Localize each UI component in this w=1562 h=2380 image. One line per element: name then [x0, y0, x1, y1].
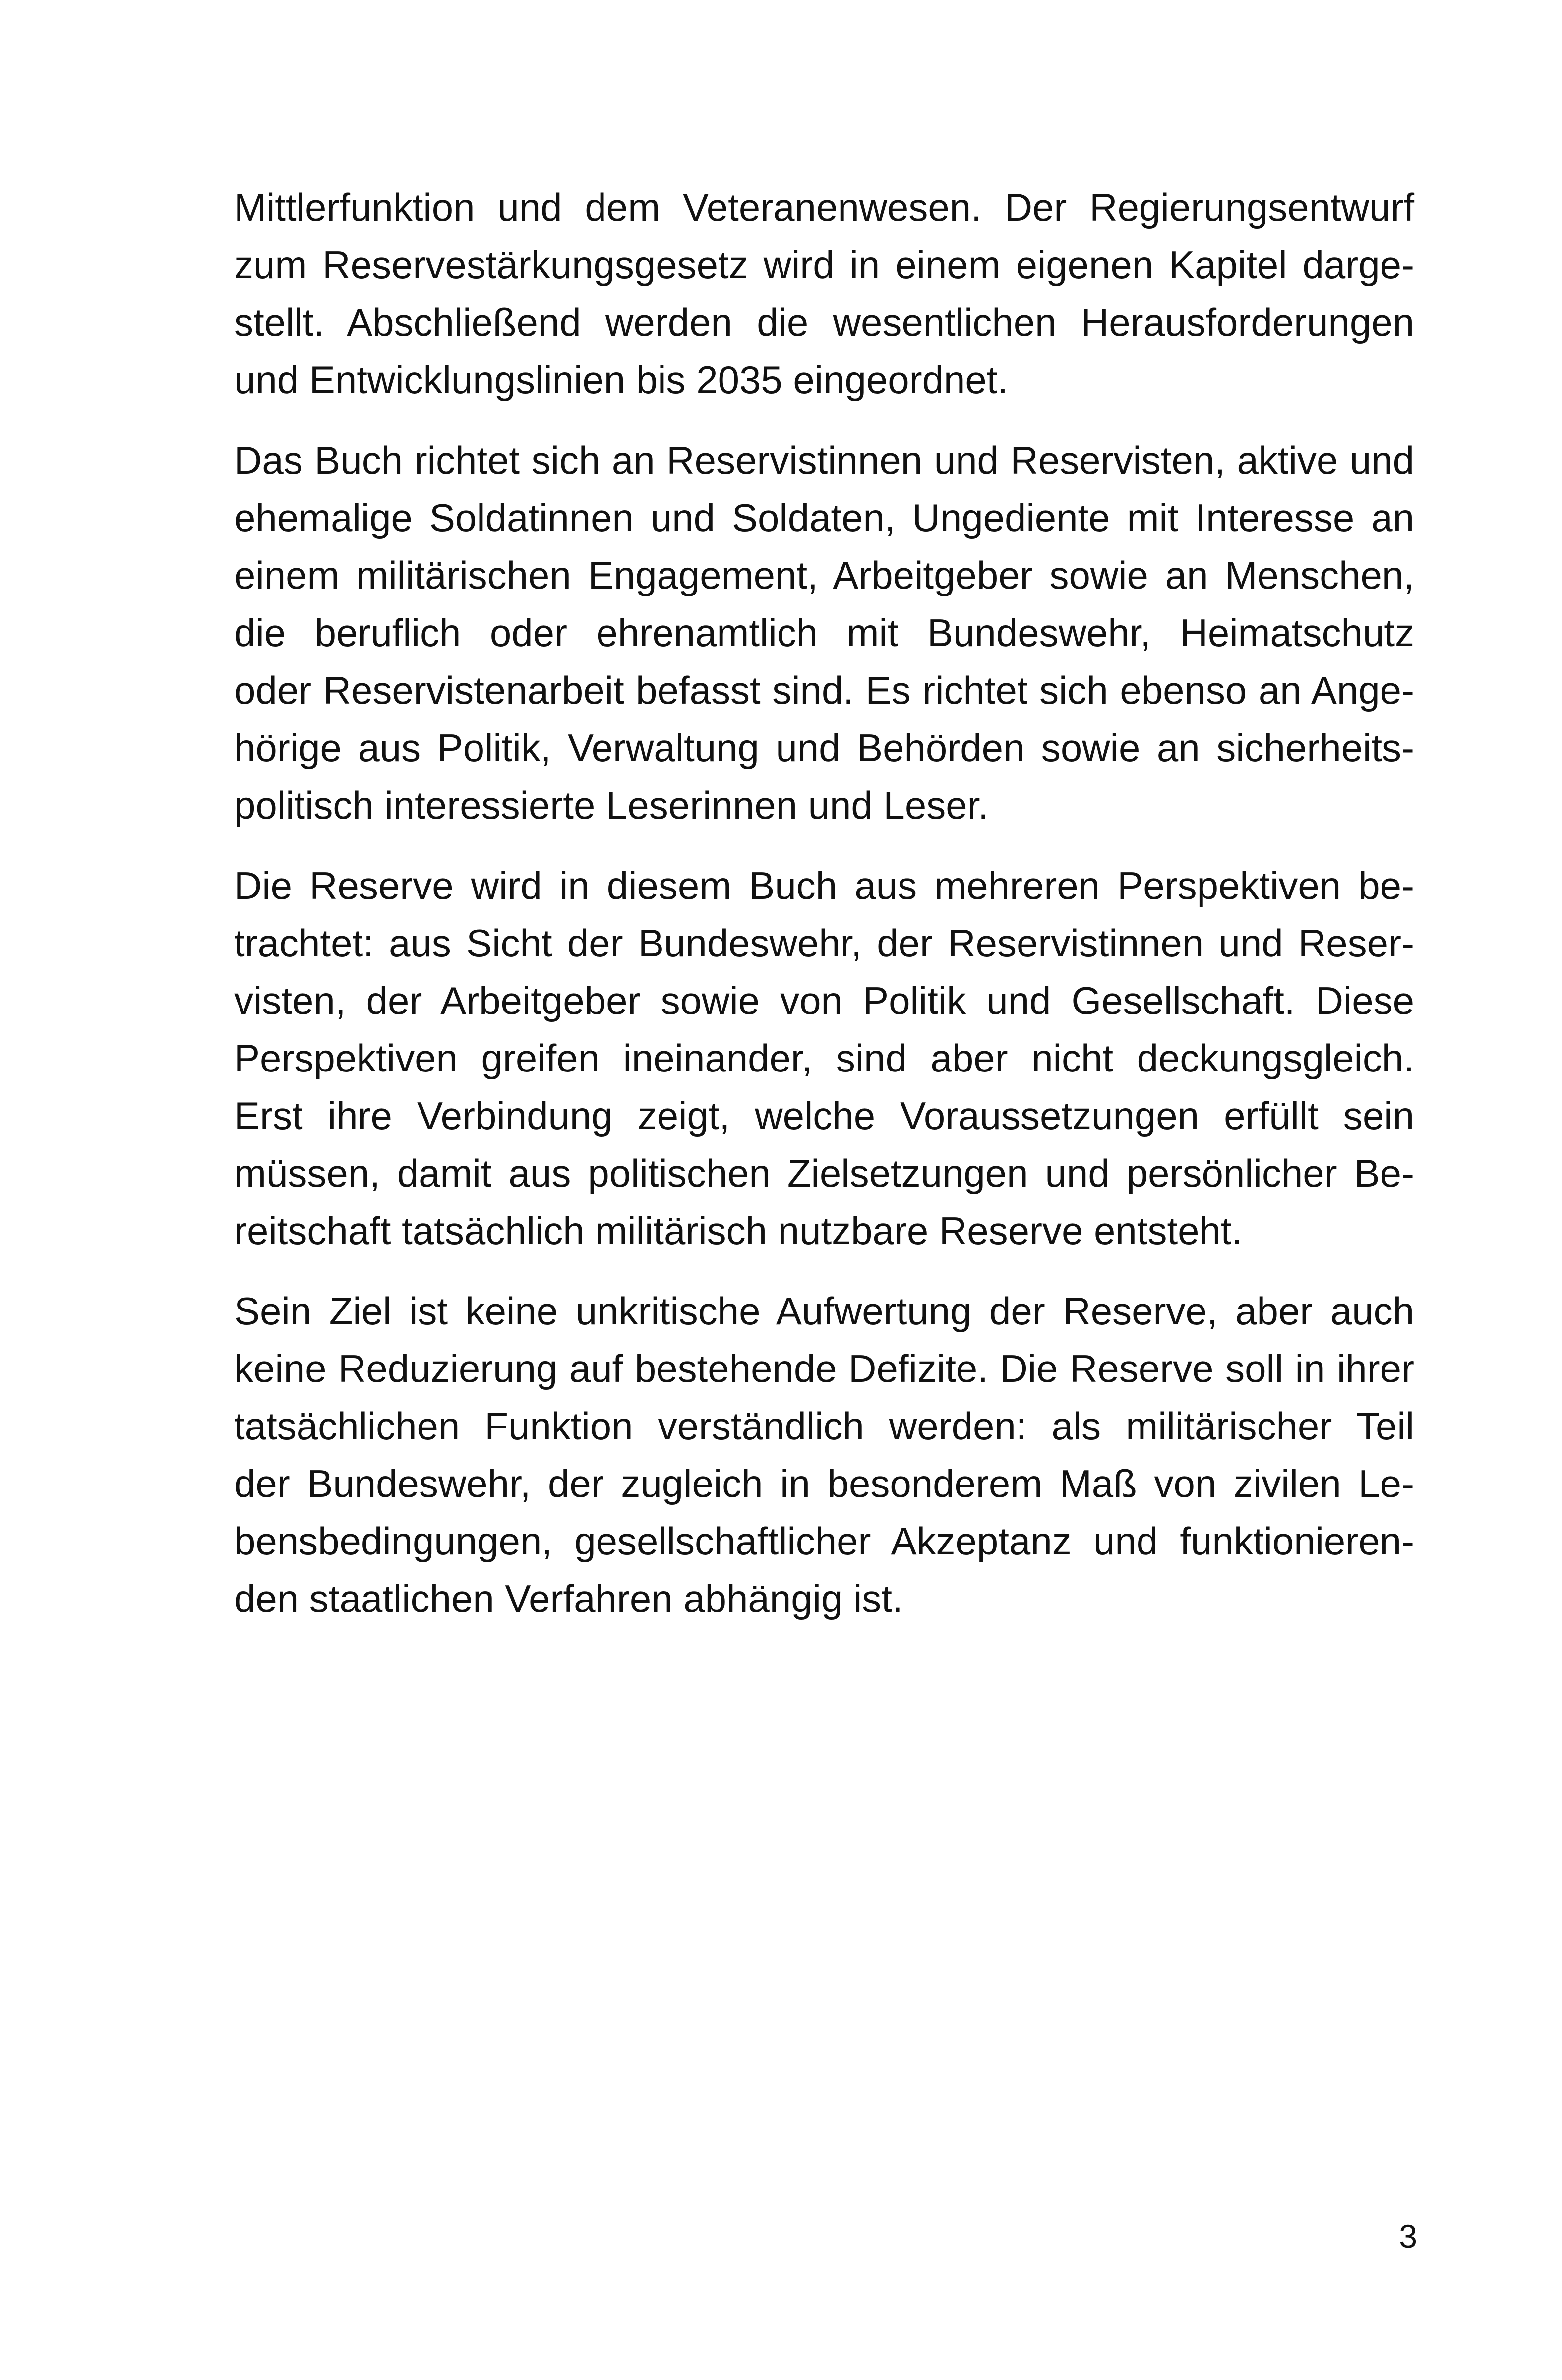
text-line: Perspektiven greifen ineinander, sind aber nicht deckungsgleich.	[234, 1036, 1414, 1080]
text-line: hörige aus Politik, Verwaltung und Behörden sowie an sicherheits-	[234, 726, 1414, 770]
paragraph-2	[234, 431, 1414, 834]
paragraph-1	[234, 178, 1414, 409]
text-line: die beruflich oder ehrenamtlich mit Bundeswehr, Heimatschutz	[234, 611, 1414, 654]
paragraph-4	[234, 1282, 1414, 1627]
page-number: 3	[1399, 2218, 1417, 2255]
text-line: einem militärischen Engagement, Arbeitgeber sowie an Menschen,	[234, 553, 1414, 597]
text-line: ehemalige Soldatinnen und Soldaten, Ungediente mit Interesse an	[234, 496, 1414, 539]
text-line: bensbedingungen, gesellschaftlicher Akzeptanz und funktionieren-	[234, 1519, 1414, 1563]
text-line: oder Reservistenarbeit befasst sind. Es richtet sich ebenso an Ange-	[234, 668, 1414, 712]
text-line: reitschaft tatsächlich militärisch nutzbare Reserve entsteht.	[234, 1209, 1243, 1252]
text-line: stellt. Abschließend werden die wesentlichen Herausforderungen	[234, 300, 1414, 344]
text-line: Die Reserve wird in diesem Buch aus mehreren Perspektiven be-	[234, 864, 1414, 907]
text-line: zum Reservestärkungsgesetz wird in einem eigenen Kapitel darge-	[234, 243, 1414, 287]
text-line: den staatlichen Verfahren abhängig ist.	[234, 1577, 903, 1620]
text-line: keine Reduzierung auf bestehende Defizite. Die Reserve soll in ihrer	[234, 1347, 1414, 1390]
body-text	[234, 178, 1414, 1650]
text-line: der Bundeswehr, der zugleich in besonderem Maß von zivilen Le-	[234, 1462, 1414, 1505]
text-line: trachtet: aus Sicht der Bundeswehr, der Reservistinnen und Reser-	[234, 921, 1414, 965]
text-line: müssen, damit aus politischen Zielsetzungen und persönlicher Be-	[234, 1151, 1414, 1195]
text-line: und Entwicklungslinien bis 2035 eingeordnet.	[234, 358, 1009, 402]
text-line: tatsächlichen Funktion verständlich werden: als militärischer Teil	[234, 1404, 1414, 1448]
text-line: Das Buch richtet sich an Reservistinnen und Reservisten, aktive und	[234, 438, 1414, 482]
paragraph-3	[234, 857, 1414, 1259]
text-line: Mittlerfunktion und dem Veteranenwesen. Der Regierungsentwurf	[234, 185, 1414, 229]
text-line: politisch interessierte Leserinnen und Leser.	[234, 783, 989, 827]
text-line: Erst ihre Verbindung zeigt, welche Voraussetzungen erfüllt sein	[234, 1094, 1414, 1137]
text-line: visten, der Arbeitgeber sowie von Politik und Gesellschaft. Diese	[234, 979, 1414, 1022]
text-line: Sein Ziel ist keine unkritische Aufwertung der Reserve, aber auch	[234, 1289, 1414, 1333]
